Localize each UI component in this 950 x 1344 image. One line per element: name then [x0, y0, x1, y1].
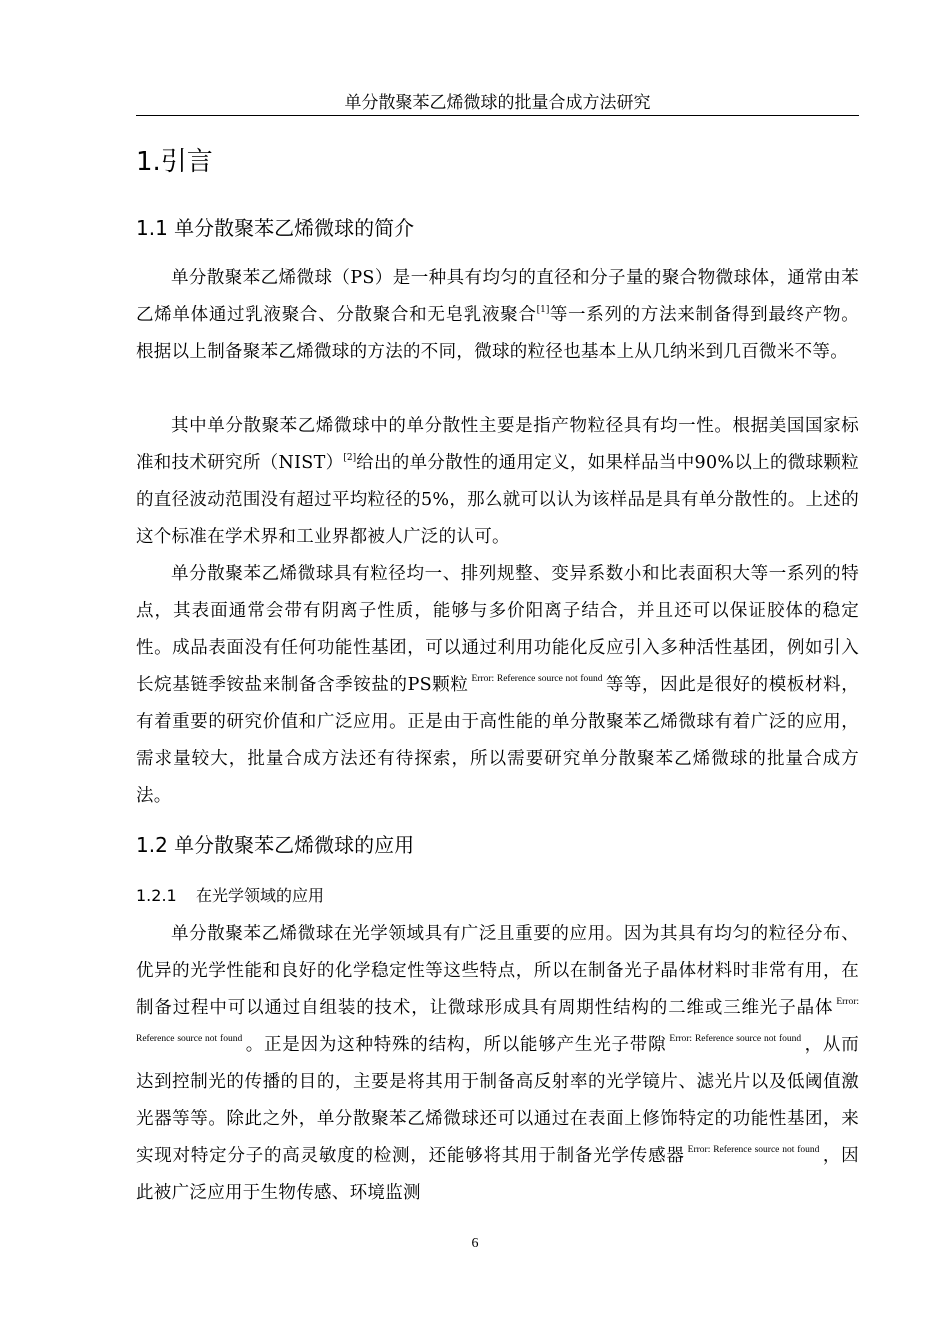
subsection-heading-1-2-1: [136, 884, 324, 908]
subsection-title: 在光学领域的应用: [196, 886, 325, 905]
citation-ref: [2]: [343, 452, 357, 463]
paragraph-text: 单分散聚苯乙烯微球在光学领域具有广泛且重要的应用。因为其具有均匀的粒径分布、优异的光学性能和良好的化学稳定性等这些特点，所以在制备光子晶体材料时非常有用，在制备过程中可以通过自组装的技术，让微球形成具有周期性结构的二维或三维光子晶体: [136, 924, 859, 1018]
page-number: 6: [471, 1236, 479, 1251]
paragraph-text: 给出的单分散性的通用定义，如果样品当中90%以上的微球颗粒的直径波动范围没有超过平均粒径的5%，那么就可以认为该样品是具有单分散性的。上述的这个标准在学术界和工业界都被人广泛的认可。: [136, 453, 859, 547]
header-rule: [136, 115, 859, 116]
reference-error: Error: Reference source not found: [136, 997, 859, 1045]
paragraph-text: 其中单分散聚苯乙烯微球中的单分散性主要是指产物粒径具有均一性。根据美国国家标准和技术研究所（NIST）: [136, 416, 859, 473]
paragraph-text: 单分散聚苯乙烯微球（PS）是一种具有均匀的直径和分子量的聚合物微球体，通常由苯乙烯单体通过乳液聚合、分散聚合和无皂乳液聚合: [136, 268, 859, 325]
paragraph-monodispersity: [136, 408, 859, 556]
section-heading-1-1: 1.1 单分散聚苯乙烯微球的简介: [136, 216, 415, 240]
reference-error: Error: Reference source not found: [669, 1034, 802, 1045]
paragraph-text: 单分散聚苯乙烯微球具有粒径均一、排列规整、变异系数小和比表面积大等一系列的特点，其表面通常会带有阴离子性质，能够与多价阳离子结合，并且还可以保证胶体的稳定性。成品表面没有任何功能性基团，可以通过利用功能化反应引入多种活性基团，例如引入长烷基链季铵盐来制备含季铵盐的PS颗粒: [136, 564, 859, 695]
paragraph-optical-applications: [136, 916, 859, 1212]
paragraph-ps-intro: [136, 260, 859, 371]
paragraph-text: 等等，因此是很好的模板材料，有着重要的研究价值和广泛应用。正是由于高性能的单分散聚苯乙烯微球有着广泛的应用，需求量较大，批量合成方法还有待探索，所以需要研究单分散聚苯乙烯微球的批量合成方法。: [136, 675, 860, 806]
citation-ref: [1]: [536, 304, 550, 315]
paragraph-text: ，从而达到控制光的传播的目的，主要是将其用于制备高反射率的光学镜片、滤光片以及低阈值激光器等等。除此之外，单分散聚苯乙烯微球还可以通过在表面上修饰特定的功能性基团，来实现对特定分子的高灵敏度的检测，还能够将其用于制备光学传感器: [136, 1035, 860, 1166]
paragraph-text: 。正是因为这种特殊的结构，所以能够产生光子带隙: [245, 1035, 667, 1055]
section-heading-1-2: 1.2 单分散聚苯乙烯微球的应用: [136, 833, 415, 857]
paragraph-ps-properties: [136, 556, 859, 815]
paragraph-text: 等一系列的方法来制备得到最终产物。根据以上制备聚苯乙烯微球的方法的不同，微球的粒径也基本上从几纳米到几百微米不等。: [136, 305, 859, 362]
running-header: 单分散聚苯乙烯微球的批量合成方法研究: [344, 93, 651, 113]
reference-error: Error: Reference source not found: [471, 674, 603, 685]
paragraph-text: ，因此被广泛应用于生物传感、环境监测: [136, 1146, 859, 1203]
chapter-heading: 1.引言: [136, 147, 213, 177]
subsection-number: 1.2.1: [136, 886, 177, 905]
reference-error: Error: Reference source not found: [687, 1145, 820, 1156]
